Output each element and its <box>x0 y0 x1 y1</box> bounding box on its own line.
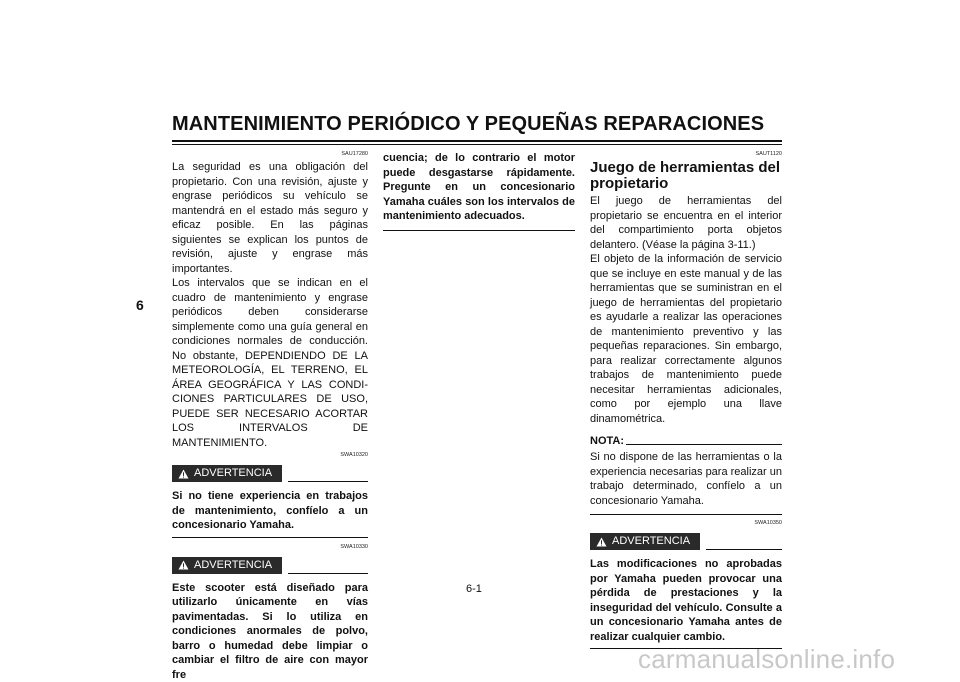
body-paragraph-2: El objeto de la información de servicio que se incluye en este manual y de las herramientas que se suministran en el juego de herramientas del propietario es ayudarle a realizar las operaciones de mantenimiento preventivo y las pequeñas reparaciones. Sin embargo, para realizar correctamente algunos trabajos de mantenimiento puede necesitar herramientas adicionales, como por ejemplo una llave dinamométrica. <box>590 252 782 426</box>
warning-badge <box>590 533 700 550</box>
title-rule <box>172 140 782 142</box>
warning-rule <box>288 481 368 482</box>
warning-end-rule <box>172 537 368 538</box>
warning-label: ADVERTENCIA <box>612 533 690 550</box>
watermark: carmanualsonline.info <box>638 644 895 675</box>
warning-text: Si no tiene experiencia en trabajos de mantenimiento, confíelo a un concesionario Yamaha. <box>172 489 368 533</box>
note-text: Si no dispone de las herramientas o la experiencia necesarias para realizar un trabajo determinado, confíelo a un concesionario Yamaha. <box>590 450 782 508</box>
chapter-tab <box>136 285 164 470</box>
section-code: SAUT1120 <box>590 151 782 158</box>
note-label: NOTA: <box>590 435 624 447</box>
intro-paragraph-1: La seguridad es una obligación del propietario. Con una revisión, ajuste y engrase periódicos su vehículo se mantendrá en el estado más seguro y eficaz posible. En las páginas siguientes se explican los puntos de revisión, ajuste y engrase más importantes. <box>172 160 368 276</box>
warning-text-continued: cuencia; de lo contrario el motor puede desgastarse rápidamente. Pregunte en un concesionario Yamaha cuáles son los intervalos de mantenimiento adecuados. <box>383 151 575 224</box>
warning-code: SWA10350 <box>590 520 782 527</box>
warning-text: Este scooter está diseñado para utilizarlo únicamente en vías pavimentadas. Si lo utiliza en condiciones anormales de polvo, barro o humedad debe limpiar o cambiar el filtro de aire con mayor fre <box>172 581 368 682</box>
note-end-rule <box>590 514 782 515</box>
warning-text: Las modificaciones no aprobadas por Yamaha pueden provocar una pérdida de prestaciones y la inseguridad del vehículo. Consulte a un concesionario Yamaha antes de realizar cualquier cambio. <box>590 557 782 644</box>
warning-badge <box>172 557 282 574</box>
column-2 <box>383 151 575 231</box>
column-1 <box>172 151 368 682</box>
warning-triangle-icon <box>178 560 189 570</box>
warning-header <box>590 533 782 553</box>
warning-label: ADVERTENCIA <box>194 465 272 482</box>
note-header <box>590 434 782 450</box>
warning-code: SWA10330 <box>172 544 368 551</box>
warning-label: ADVERTENCIA <box>194 557 272 574</box>
page-title: MANTENIMIENTO PERIÓDICO Y PEQUEÑAS REPARACIONES <box>172 113 764 136</box>
warning-code: SWA10320 <box>172 452 368 459</box>
section-code: SAU17280 <box>172 151 368 158</box>
intro-paragraph-2: Los intervalos que se indican en el cuadro de mantenimiento y engrase periódicos deben considerarse simplemente como una guía general en condiciones normales de conducción. No obstante, DEPENDIENDO DE LA METEOROLOGÍA, EL TERRENO, EL ÁREA GEOGRÁFICA Y LAS CONDICIONES PARTICULARES DE USO, PUEDE SER NECESARIO ACORTAR LOS INTERVALOS DE MANTENIMIENTO. <box>172 276 368 450</box>
warning-header <box>172 465 368 485</box>
warning-rule <box>706 549 782 550</box>
warning-triangle-icon <box>178 469 189 479</box>
body-paragraph-1: El juego de herramientas del propietario se encuentra en el interior del compartimiento porta objetos delantero. (Véase la página 3-11.) <box>590 194 782 252</box>
warning-end-rule <box>383 230 575 231</box>
warning-badge <box>172 465 282 482</box>
title-rule-thin <box>172 144 782 145</box>
column-3 <box>590 151 782 649</box>
warning-header <box>172 557 368 577</box>
note-rule <box>626 444 782 445</box>
warning-rule <box>288 573 368 574</box>
warning-triangle-icon <box>596 537 607 547</box>
page-number: 6-1 <box>466 583 482 595</box>
chapter-number: 6 <box>136 297 144 313</box>
section-title: Juego de herramientas del propietario <box>590 160 782 192</box>
